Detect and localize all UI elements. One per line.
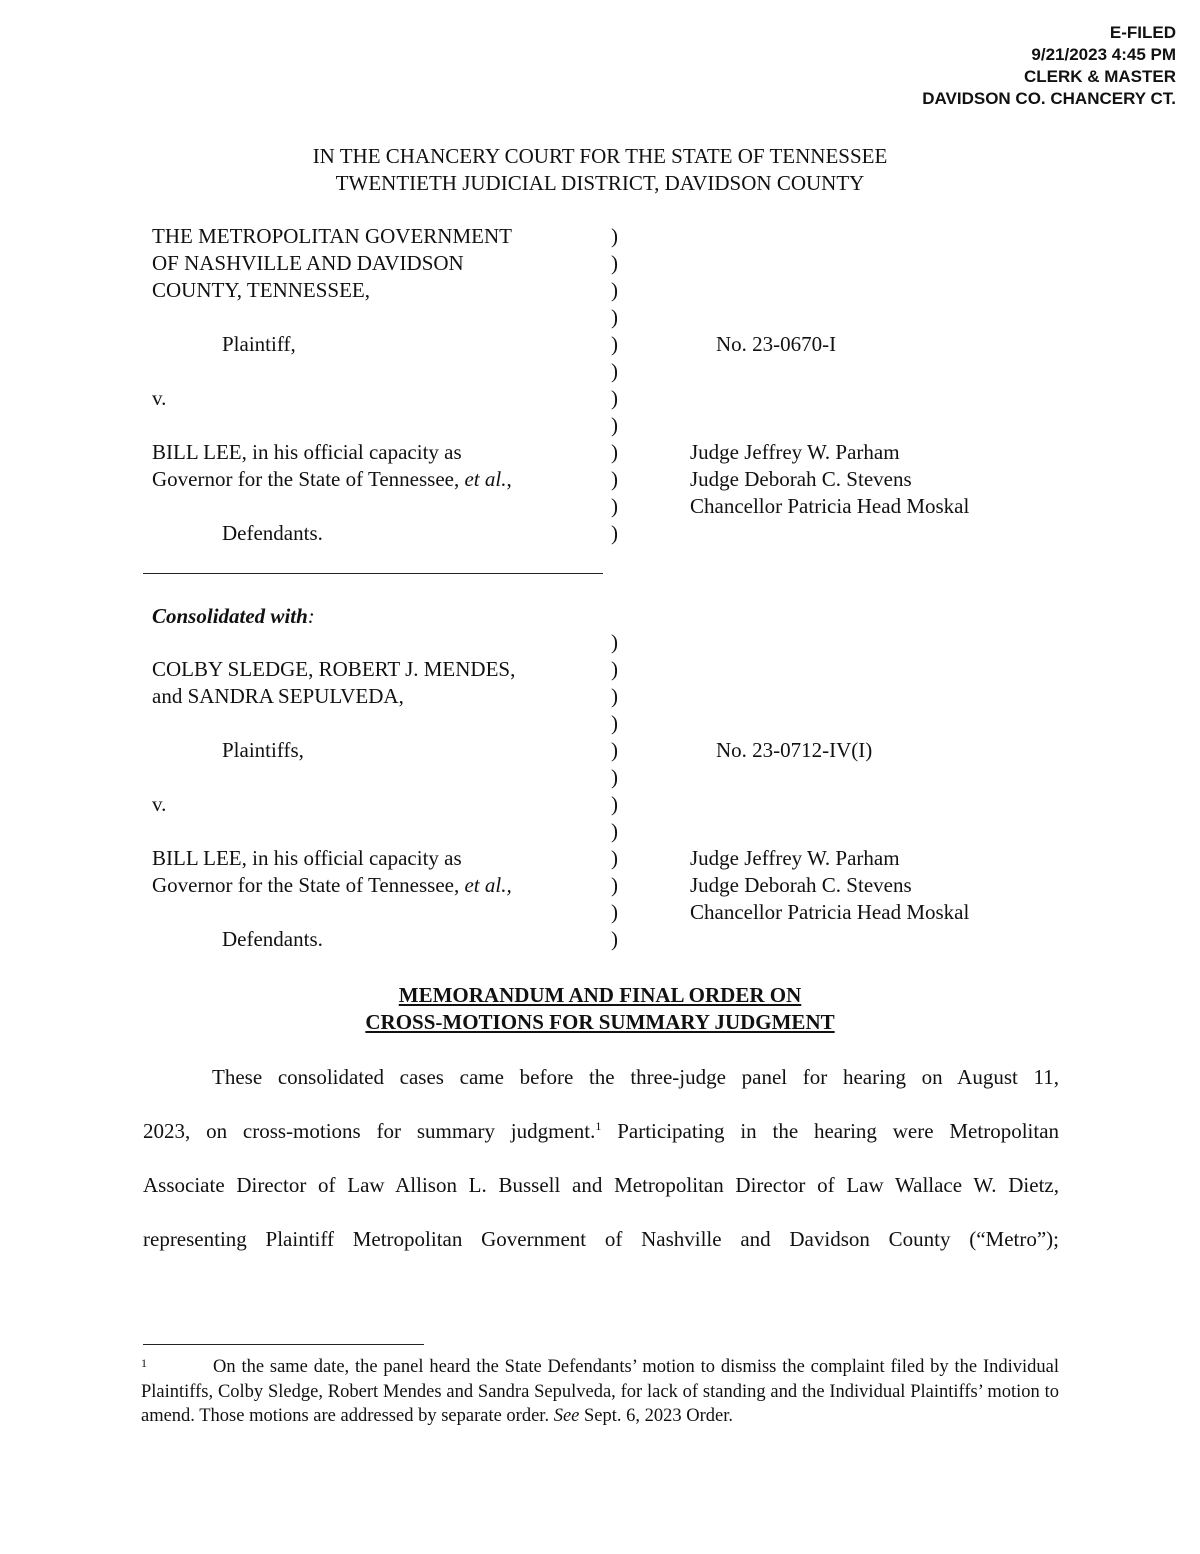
consolidated-colon: : <box>307 604 315 628</box>
consolidated-label <box>152 603 315 630</box>
footnote-divider <box>143 1344 424 1345</box>
caption-paren: ) <box>611 224 618 248</box>
caption-paren: ) <box>611 386 618 410</box>
defendant-name: BILL LEE, in his official capacity as <box>152 440 462 464</box>
footnote-see: See <box>553 1406 580 1426</box>
body-line: Associate Director of Law Allison L. Bussell and Metropolitan Director of Law Wallace W. Dietz, <box>143 1173 1059 1197</box>
caption-paren: ) <box>611 251 618 275</box>
body-text: Participating in the hearing were Metropolitan <box>617 1119 1060 1143</box>
judge-name: Chancellor Patricia Head Moskal <box>690 900 970 924</box>
stamp-line: DAVIDSON CO. CHANCERY CT. <box>922 89 1176 108</box>
case-number: No. 23-0712-IV(I) <box>716 738 873 762</box>
caption-paren: ) <box>611 359 618 383</box>
defendant-name <box>152 466 512 493</box>
caption-paren: ) <box>611 305 618 329</box>
footnote-ref[interactable]: 1 <box>595 1119 602 1133</box>
caption-paren: ) <box>611 927 618 951</box>
footnote-text: On the same date, the panel heard the State Defendants’ motion to dismiss the complaint filed by the Individual Plaintiffs, Colby Sledge, Robert Mendes and Sandra Sepulveda, for lack of standing and the Individual Plaintiffs’ motion to amend. Those motions are addressed by separate order. <box>141 1357 1059 1426</box>
caption-paren: ) <box>611 765 618 789</box>
defendant-name: BILL LEE, in his official capacity as <box>152 846 462 870</box>
footnote-number: 1 <box>141 1356 147 1370</box>
defendant-name-text: Governor for the State of Tennessee, <box>152 873 460 897</box>
caption-paren: ) <box>611 657 618 681</box>
plaintiff-role: Plaintiff, <box>222 332 296 356</box>
court-district: TWENTIETH JUDICIAL DISTRICT, DAVIDSON COUNTY <box>335 171 865 195</box>
caption-paren: ) <box>611 846 618 870</box>
judge-name: Judge Deborah C. Stevens <box>690 873 912 897</box>
et-al-comma: , <box>506 467 512 491</box>
caption-paren: ) <box>611 819 618 843</box>
defendant-name <box>152 872 512 899</box>
caption-divider <box>143 573 603 574</box>
versus: v. <box>152 386 167 410</box>
plaintiff-name: THE METROPOLITAN GOVERNMENT <box>152 224 512 248</box>
plaintiff-name: OF NASHVILLE AND DAVIDSON <box>152 251 464 275</box>
et-al: et al., <box>464 873 512 897</box>
caption-paren: ) <box>611 278 618 302</box>
consolidated-text: Consolidated with <box>152 604 308 628</box>
stamp-line: CLERK & MASTER <box>1023 67 1176 86</box>
caption-paren: ) <box>611 521 618 545</box>
body-text: 2023, on cross-motions for summary judgment. <box>143 1119 596 1143</box>
body-line: representing Plaintiff Metropolitan Government of Nashville and Davidson County (“Metro”); <box>143 1227 1059 1251</box>
plaintiff-name: and SANDRA SEPULVEDA, <box>152 684 404 708</box>
footnote-text: Sept. 6, 2023 Order. <box>584 1406 734 1426</box>
versus: v. <box>152 792 167 816</box>
body-line <box>143 1119 1059 1144</box>
defendant-role: Defendants. <box>222 521 323 545</box>
caption-paren: ) <box>611 413 618 437</box>
judge-name: Chancellor Patricia Head Moskal <box>690 494 970 518</box>
defendant-name-text: Governor for the State of Tennessee, <box>152 467 460 491</box>
plaintiff-role: Plaintiffs, <box>222 738 304 762</box>
caption-paren: ) <box>611 900 618 924</box>
caption-paren: ) <box>611 711 618 735</box>
footnote <box>141 1355 1059 1429</box>
caption-paren: ) <box>611 494 618 518</box>
caption-paren: ) <box>611 792 618 816</box>
caption-paren: ) <box>611 440 618 464</box>
title-line: MEMORANDUM AND FINAL ORDER ON <box>398 983 802 1007</box>
plaintiff-name: COLBY SLEDGE, ROBERT J. MENDES, <box>152 657 516 681</box>
caption-paren: ) <box>611 684 618 708</box>
caption-paren: ) <box>611 873 618 897</box>
court-name: IN THE CHANCERY COURT FOR THE STATE OF TENNESSEE <box>312 144 888 168</box>
body-line: These consolidated cases came before the three-judge panel for hearing on August 11, <box>212 1065 1059 1089</box>
defendant-role: Defendants. <box>222 927 323 951</box>
et-al: et al. <box>464 467 507 491</box>
caption-paren: ) <box>611 332 618 356</box>
judge-name: Judge Jeffrey W. Parham <box>690 440 900 464</box>
caption-paren: ) <box>611 738 618 762</box>
document-title <box>0 982 1200 1036</box>
case-number: No. 23-0670-I <box>716 332 837 356</box>
caption-paren: ) <box>611 630 618 654</box>
efiling-stamp <box>922 22 1176 110</box>
plaintiff-name: COUNTY, TENNESSEE, <box>152 278 370 302</box>
stamp-line: E-FILED <box>1109 23 1176 42</box>
stamp-line: 9/21/2023 4:45 PM <box>1031 45 1176 64</box>
judge-name: Judge Jeffrey W. Parham <box>690 846 900 870</box>
caption-paren: ) <box>611 467 618 491</box>
judge-name: Judge Deborah C. Stevens <box>690 467 912 491</box>
court-heading <box>0 143 1200 197</box>
title-line: CROSS-MOTIONS FOR SUMMARY JUDGMENT <box>365 1010 835 1034</box>
